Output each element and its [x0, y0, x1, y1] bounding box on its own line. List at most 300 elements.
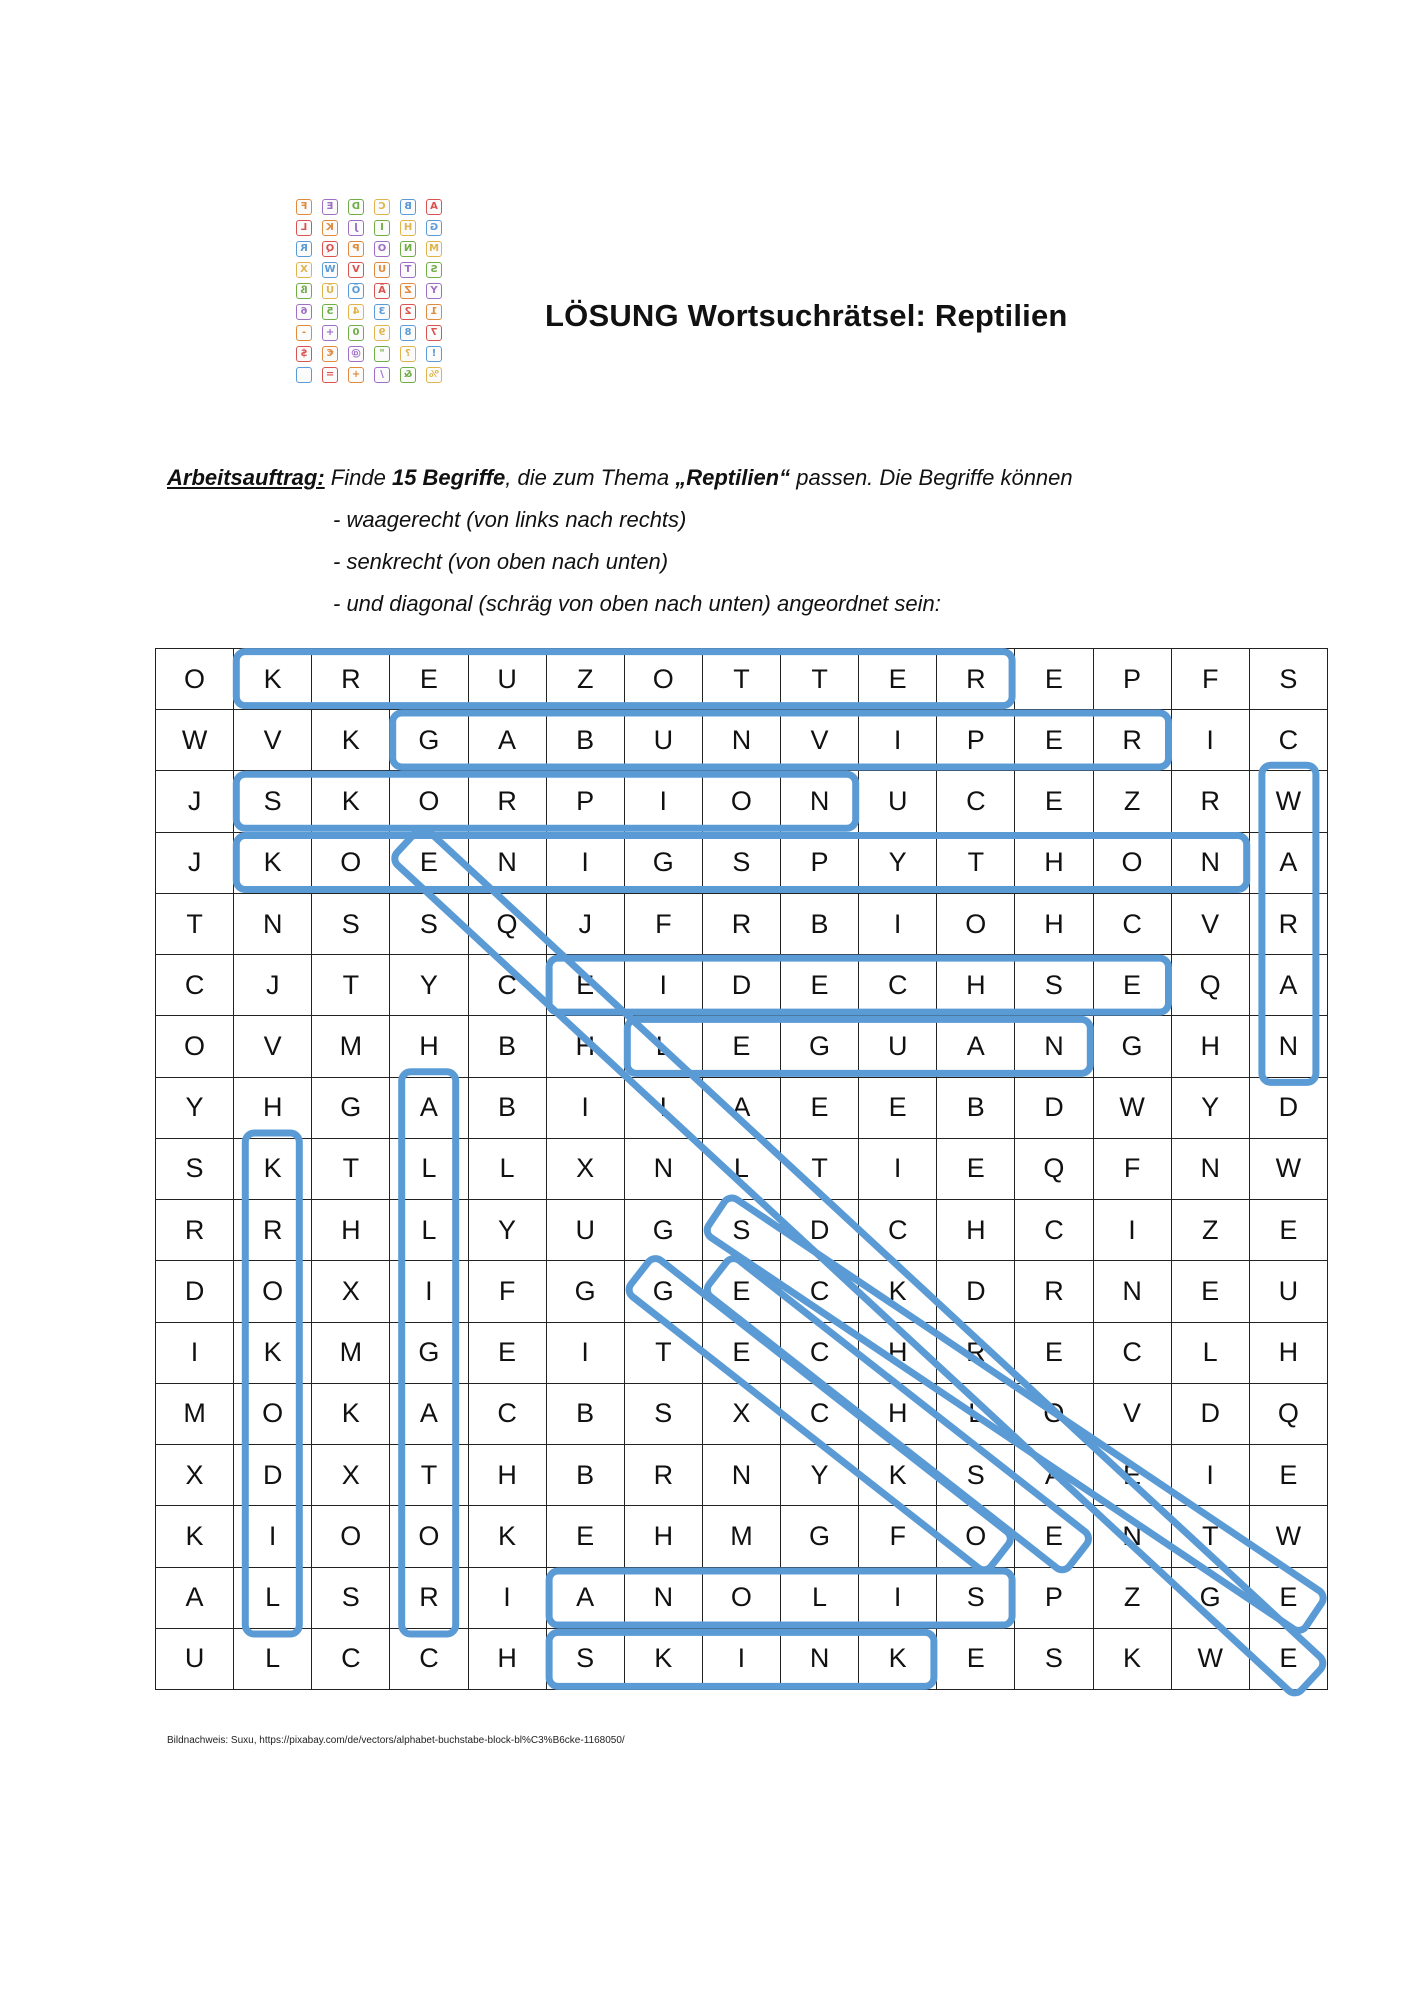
grid-row: [156, 1322, 1328, 1383]
grid-cell: P: [1015, 1567, 1093, 1628]
grid-cell: E: [1015, 710, 1093, 771]
letter-block: J: [348, 220, 364, 236]
grid-cell: T: [937, 832, 1015, 893]
grid-row: [156, 1261, 1328, 1322]
grid-cell: E: [937, 1138, 1015, 1199]
grid-cell: V: [1093, 1383, 1171, 1444]
grid-cell: L: [390, 1200, 468, 1261]
grid-cell: S: [937, 1445, 1015, 1506]
grid-cell: O: [156, 649, 234, 710]
grid-cell: R: [1093, 710, 1171, 771]
grid-cell: E: [1249, 1445, 1327, 1506]
letter-block: &: [400, 367, 416, 383]
grid-cell: N: [624, 1567, 702, 1628]
grid-cell: O: [312, 832, 390, 893]
grid-cell: X: [156, 1445, 234, 1506]
grid-cell: R: [1015, 1261, 1093, 1322]
grid-cell: R: [1249, 893, 1327, 954]
grid-cell: G: [1093, 1016, 1171, 1077]
letter-block: B: [400, 199, 416, 215]
grid-cell: G: [624, 832, 702, 893]
grid-row: [156, 955, 1328, 1016]
grid-cell: R: [937, 1322, 1015, 1383]
grid-cell: O: [390, 1506, 468, 1567]
grid-cell: I: [1171, 1445, 1249, 1506]
grid-cell: H: [1015, 832, 1093, 893]
grid-cell: Q: [1171, 955, 1249, 1016]
grid-cell: S: [1015, 955, 1093, 1016]
grid-cell: I: [1171, 710, 1249, 771]
letter-block: 9: [374, 325, 390, 341]
grid-cell: C: [312, 1628, 390, 1689]
grid-cell: S: [702, 1200, 780, 1261]
grid-cell: C: [859, 955, 937, 1016]
grid-cell: S: [390, 893, 468, 954]
grid-cell: I: [859, 1567, 937, 1628]
letter-block: ?: [400, 346, 416, 362]
letter-block: %: [426, 367, 442, 383]
grid-cell: H: [624, 1506, 702, 1567]
grid-cell: G: [624, 1261, 702, 1322]
grid-cell: R: [937, 649, 1015, 710]
grid-cell: W: [156, 710, 234, 771]
grid-cell: A: [468, 710, 546, 771]
grid-cell: H: [859, 1383, 937, 1444]
grid-cell: I: [624, 771, 702, 832]
grid-cell: E: [702, 1261, 780, 1322]
grid-cell: Y: [390, 955, 468, 1016]
letter-block: 6: [296, 304, 312, 320]
grid-cell: K: [859, 1628, 937, 1689]
letter-block: €: [322, 346, 338, 362]
alphabet-blocks-icon: [296, 199, 442, 389]
grid-cell: N: [702, 1445, 780, 1506]
grid-cell: S: [312, 1567, 390, 1628]
grid-cell: O: [702, 1567, 780, 1628]
grid-cell: C: [781, 1322, 859, 1383]
grid-cell: B: [781, 893, 859, 954]
grid-cell: I: [546, 832, 624, 893]
grid-cell: Q: [1015, 1138, 1093, 1199]
grid-cell: O: [624, 649, 702, 710]
grid-cell: K: [859, 1445, 937, 1506]
grid-cell: W: [1249, 1138, 1327, 1199]
grid-cell: U: [1249, 1261, 1327, 1322]
grid-cell: E: [390, 832, 468, 893]
grid-cell: N: [1093, 1261, 1171, 1322]
grid-cell: N: [1249, 1016, 1327, 1077]
grid-cell: H: [1249, 1322, 1327, 1383]
grid-cell: O: [312, 1506, 390, 1567]
instruction-vertical: - senkrecht (von oben nach unten): [333, 549, 669, 574]
grid-cell: H: [468, 1445, 546, 1506]
grid-cell: O: [390, 771, 468, 832]
grid-cell: F: [1171, 649, 1249, 710]
grid-cell: R: [1171, 771, 1249, 832]
letter-block: C: [374, 199, 390, 215]
letter-block: 0: [348, 325, 364, 341]
letter-block: X: [296, 262, 312, 278]
letter-block: 4: [348, 304, 364, 320]
grid-cell: A: [937, 1016, 1015, 1077]
grid-cell: E: [1249, 1200, 1327, 1261]
grid-cell: T: [781, 649, 859, 710]
grid-cell: W: [1249, 771, 1327, 832]
letter-block: S: [426, 262, 442, 278]
letter-block: E: [322, 199, 338, 215]
grid-cell: S: [156, 1138, 234, 1199]
grid-cell: I: [546, 1077, 624, 1138]
grid-cell: E: [1171, 1261, 1249, 1322]
grid-cell: K: [312, 710, 390, 771]
grid-cell: R: [624, 1445, 702, 1506]
letter-block: !: [426, 346, 442, 362]
grid-row: [156, 832, 1328, 893]
grid-cell: D: [937, 1261, 1015, 1322]
grid-cell: Y: [781, 1445, 859, 1506]
grid-row: [156, 1506, 1328, 1567]
grid-cell: T: [312, 955, 390, 1016]
letter-block: M: [426, 241, 442, 257]
grid-cell: R: [312, 649, 390, 710]
grid-cell: A: [390, 1383, 468, 1444]
grid-cell: T: [312, 1138, 390, 1199]
grid-cell: S: [1015, 1628, 1093, 1689]
grid-cell: L: [781, 1567, 859, 1628]
grid-cell: J: [546, 893, 624, 954]
grid-cell: T: [781, 1138, 859, 1199]
grid-cell: O: [156, 1016, 234, 1077]
grid-cell: I: [468, 1567, 546, 1628]
letter-block: +: [322, 325, 338, 341]
grid-cell: A: [156, 1567, 234, 1628]
grid-cell: K: [859, 1261, 937, 1322]
grid-cell: V: [781, 710, 859, 771]
grid-cell: O: [234, 1383, 312, 1444]
grid-cell: R: [156, 1200, 234, 1261]
grid-cell: G: [390, 1322, 468, 1383]
grid-cell: S: [702, 832, 780, 893]
grid-cell: L: [937, 1383, 1015, 1444]
grid-cell: I: [234, 1506, 312, 1567]
grid-cell: G: [312, 1077, 390, 1138]
grid-cell: K: [1093, 1628, 1171, 1689]
grid-cell: E: [1249, 1567, 1327, 1628]
grid-cell: G: [781, 1506, 859, 1567]
instructions-main: Arbeitsauftrag: Finde 15 Begriffe, die zum Thema „Reptilien“ passen. Die Begriffe können: [167, 465, 1073, 490]
grid-cell: M: [156, 1383, 234, 1444]
grid-cell: Q: [468, 893, 546, 954]
letter-block: ": [374, 346, 390, 362]
letter-block: T: [400, 262, 416, 278]
letter-block: K: [322, 220, 338, 236]
grid-cell: I: [859, 893, 937, 954]
grid-cell: E: [1093, 955, 1171, 1016]
grid-cell: I: [624, 1077, 702, 1138]
letter-block: Ä: [374, 283, 390, 299]
letter-block: 7: [426, 325, 442, 341]
grid-cell: E: [1015, 1322, 1093, 1383]
grid-cell: J: [156, 771, 234, 832]
grid-cell: K: [234, 1138, 312, 1199]
grid-cell: H: [234, 1077, 312, 1138]
grid-cell: F: [1093, 1138, 1171, 1199]
grid-cell: I: [390, 1261, 468, 1322]
grid-cell: C: [781, 1261, 859, 1322]
grid-cell: R: [390, 1567, 468, 1628]
letter-block: O: [374, 241, 390, 257]
instruction-horizontal: - waagerecht (von links nach rechts): [333, 507, 687, 532]
grid-cell: L: [390, 1138, 468, 1199]
grid-cell: W: [1249, 1506, 1327, 1567]
grid-cell: C: [937, 771, 1015, 832]
letter-block: Ü: [322, 283, 338, 299]
grid-cell: E: [937, 1628, 1015, 1689]
grid-cell: D: [1015, 1077, 1093, 1138]
letter-block: L: [296, 220, 312, 236]
grid-cell: N: [624, 1138, 702, 1199]
grid-cell: S: [546, 1628, 624, 1689]
grid-cell: Y: [156, 1077, 234, 1138]
grid-cell: X: [546, 1138, 624, 1199]
letter-block: Q: [322, 241, 338, 257]
letter-block: @: [348, 346, 364, 362]
grid-cell: S: [624, 1383, 702, 1444]
letter-block: =: [322, 367, 338, 383]
grid-cell: T: [624, 1322, 702, 1383]
grid-cell: N: [1171, 832, 1249, 893]
grid-cell: G: [781, 1016, 859, 1077]
grid-cell: E: [702, 1322, 780, 1383]
grid-cell: T: [156, 893, 234, 954]
grid-cell: H: [390, 1016, 468, 1077]
letter-block: N: [400, 241, 416, 257]
grid-cell: N: [702, 710, 780, 771]
grid-cell: A: [1015, 1445, 1093, 1506]
grid-row: [156, 1200, 1328, 1261]
grid-cell: L: [624, 1016, 702, 1077]
grid-cell: N: [781, 1628, 859, 1689]
grid-cell: Y: [1171, 1077, 1249, 1138]
letter-block: D: [348, 199, 364, 215]
grid-cell: N: [1093, 1506, 1171, 1567]
grid-row: [156, 1567, 1328, 1628]
grid-cell: G: [390, 710, 468, 771]
grid-cell: N: [1015, 1016, 1093, 1077]
grid-cell: U: [546, 1200, 624, 1261]
grid-cell: F: [859, 1506, 937, 1567]
grid-cell: H: [859, 1322, 937, 1383]
grid-cell: E: [1015, 649, 1093, 710]
grid-cell: C: [156, 955, 234, 1016]
image-credit: Bildnachweis: Suxu, https://pixabay.com/de/vectors/alphabet-buchstabe-block-bl%C3%B6cke-1168050/: [167, 1735, 625, 1746]
grid-cell: B: [468, 1016, 546, 1077]
grid-cell: Y: [468, 1200, 546, 1261]
grid-cell: C: [1093, 893, 1171, 954]
grid-cell: C: [859, 1200, 937, 1261]
grid-cell: A: [390, 1077, 468, 1138]
grid-cell: M: [312, 1016, 390, 1077]
grid-cell: X: [312, 1445, 390, 1506]
grid-cell: L: [702, 1138, 780, 1199]
grid-cell: B: [546, 710, 624, 771]
grid-cell: Z: [546, 649, 624, 710]
grid-row: [156, 710, 1328, 771]
grid-cell: P: [937, 710, 1015, 771]
letter-block: V: [348, 262, 364, 278]
grid-cell: Z: [1171, 1200, 1249, 1261]
letter-block: P: [348, 241, 364, 257]
grid-cell: D: [156, 1261, 234, 1322]
grid-cell: Z: [1093, 1567, 1171, 1628]
grid-cell: I: [546, 1322, 624, 1383]
grid-cell: H: [468, 1628, 546, 1689]
grid-cell: N: [234, 893, 312, 954]
grid-cell: C: [1093, 1322, 1171, 1383]
grid-cell: G: [624, 1200, 702, 1261]
grid-cell: D: [234, 1445, 312, 1506]
grid-cell: L: [234, 1628, 312, 1689]
grid-cell: O: [1093, 832, 1171, 893]
letter-block: F: [296, 199, 312, 215]
grid-row: [156, 649, 1328, 710]
grid-cell: S: [312, 893, 390, 954]
grid-cell: U: [624, 710, 702, 771]
grid-cell: C: [781, 1383, 859, 1444]
grid-cell: D: [1249, 1077, 1327, 1138]
grid-cell: L: [468, 1138, 546, 1199]
grid-cell: I: [624, 955, 702, 1016]
letter-block: W: [322, 262, 338, 278]
grid-cell: H: [937, 955, 1015, 1016]
grid-cell: B: [468, 1077, 546, 1138]
grid-cell: N: [468, 832, 546, 893]
grid-cell: X: [312, 1261, 390, 1322]
letter-block: [296, 367, 312, 383]
grid-cell: B: [546, 1383, 624, 1444]
grid-row: [156, 1016, 1328, 1077]
grid-cell: A: [702, 1077, 780, 1138]
grid-cell: D: [702, 955, 780, 1016]
letter-block: 5: [322, 304, 338, 320]
letter-block: Ö: [348, 283, 364, 299]
grid-cell: C: [1249, 710, 1327, 771]
letter-block: +: [348, 367, 364, 383]
grid-cell: H: [312, 1200, 390, 1261]
grid-cell: T: [702, 649, 780, 710]
grid-cell: K: [312, 1383, 390, 1444]
grid-row: [156, 1383, 1328, 1444]
grid-cell: P: [781, 832, 859, 893]
grid-cell: E: [702, 1016, 780, 1077]
grid-cell: I: [859, 710, 937, 771]
grid-cell: R: [468, 771, 546, 832]
grid-cell: E: [859, 1077, 937, 1138]
grid-cell: F: [468, 1261, 546, 1322]
grid-cell: E: [781, 1077, 859, 1138]
grid-cell: E: [390, 649, 468, 710]
letter-block: Z: [400, 283, 416, 299]
grid-row: [156, 1138, 1328, 1199]
grid-cell: N: [1171, 1138, 1249, 1199]
letter-block: H: [400, 220, 416, 236]
grid-cell: T: [1171, 1506, 1249, 1567]
word-search-grid: [155, 648, 1328, 1690]
grid-cell: O: [702, 771, 780, 832]
letter-block: A: [426, 199, 442, 215]
grid-cell: H: [546, 1016, 624, 1077]
letter-block: G: [426, 220, 442, 236]
grid-cell: A: [1249, 955, 1327, 1016]
grid-cell: I: [859, 1138, 937, 1199]
grid-cell: G: [546, 1261, 624, 1322]
letter-block: 2: [400, 304, 416, 320]
grid-cell: E: [1093, 1445, 1171, 1506]
grid-cell: O: [937, 893, 1015, 954]
letter-block: 3: [374, 304, 390, 320]
grid-cell: O: [937, 1506, 1015, 1567]
letter-block: 1: [426, 304, 442, 320]
grid-cell: A: [1249, 832, 1327, 893]
grid-cell: L: [1171, 1322, 1249, 1383]
grid-cell: E: [781, 955, 859, 1016]
grid-cell: K: [156, 1506, 234, 1567]
grid-cell: U: [468, 649, 546, 710]
grid-row: [156, 1628, 1328, 1689]
letter-block: U: [374, 262, 390, 278]
grid-cell: I: [1093, 1200, 1171, 1261]
grid-cell: O: [234, 1261, 312, 1322]
grid-row: [156, 771, 1328, 832]
grid-cell: X: [702, 1383, 780, 1444]
letter-block: 8: [400, 325, 416, 341]
grid-cell: J: [234, 955, 312, 1016]
grid-cell: H: [937, 1200, 1015, 1261]
grid-row: [156, 1445, 1328, 1506]
instruction-diagonal: - und diagonal (schräg von oben nach unten) angeordnet sein:: [333, 591, 941, 616]
letter-block: ß: [296, 283, 312, 299]
grid-cell: E: [468, 1322, 546, 1383]
grid-cell: T: [390, 1445, 468, 1506]
grid-cell: I: [156, 1322, 234, 1383]
grid-cell: K: [312, 771, 390, 832]
grid-cell: B: [937, 1077, 1015, 1138]
grid-cell: V: [1171, 893, 1249, 954]
grid-cell: C: [390, 1628, 468, 1689]
grid-cell: K: [624, 1628, 702, 1689]
page-title: LÖSUNG Wortsuchrätsel: Reptilien: [545, 298, 1068, 333]
letter-block: $: [296, 346, 312, 362]
grid-cell: D: [1171, 1383, 1249, 1444]
grid-cell: E: [1015, 1506, 1093, 1567]
grid-cell: K: [234, 832, 312, 893]
grid-cell: B: [546, 1445, 624, 1506]
grid-cell: K: [234, 1322, 312, 1383]
grid-row: [156, 893, 1328, 954]
grid-cell: J: [156, 832, 234, 893]
grid-cell: K: [468, 1506, 546, 1567]
grid-cell: K: [234, 649, 312, 710]
grid-cell: P: [1093, 649, 1171, 710]
letter-block: /: [374, 367, 390, 383]
grid-cell: S: [1249, 649, 1327, 710]
grid-cell: E: [546, 955, 624, 1016]
grid-cell: A: [546, 1567, 624, 1628]
grid-cell: W: [1093, 1077, 1171, 1138]
grid-cell: H: [1171, 1016, 1249, 1077]
grid-cell: R: [234, 1200, 312, 1261]
topic: „Reptilien“: [675, 465, 791, 490]
